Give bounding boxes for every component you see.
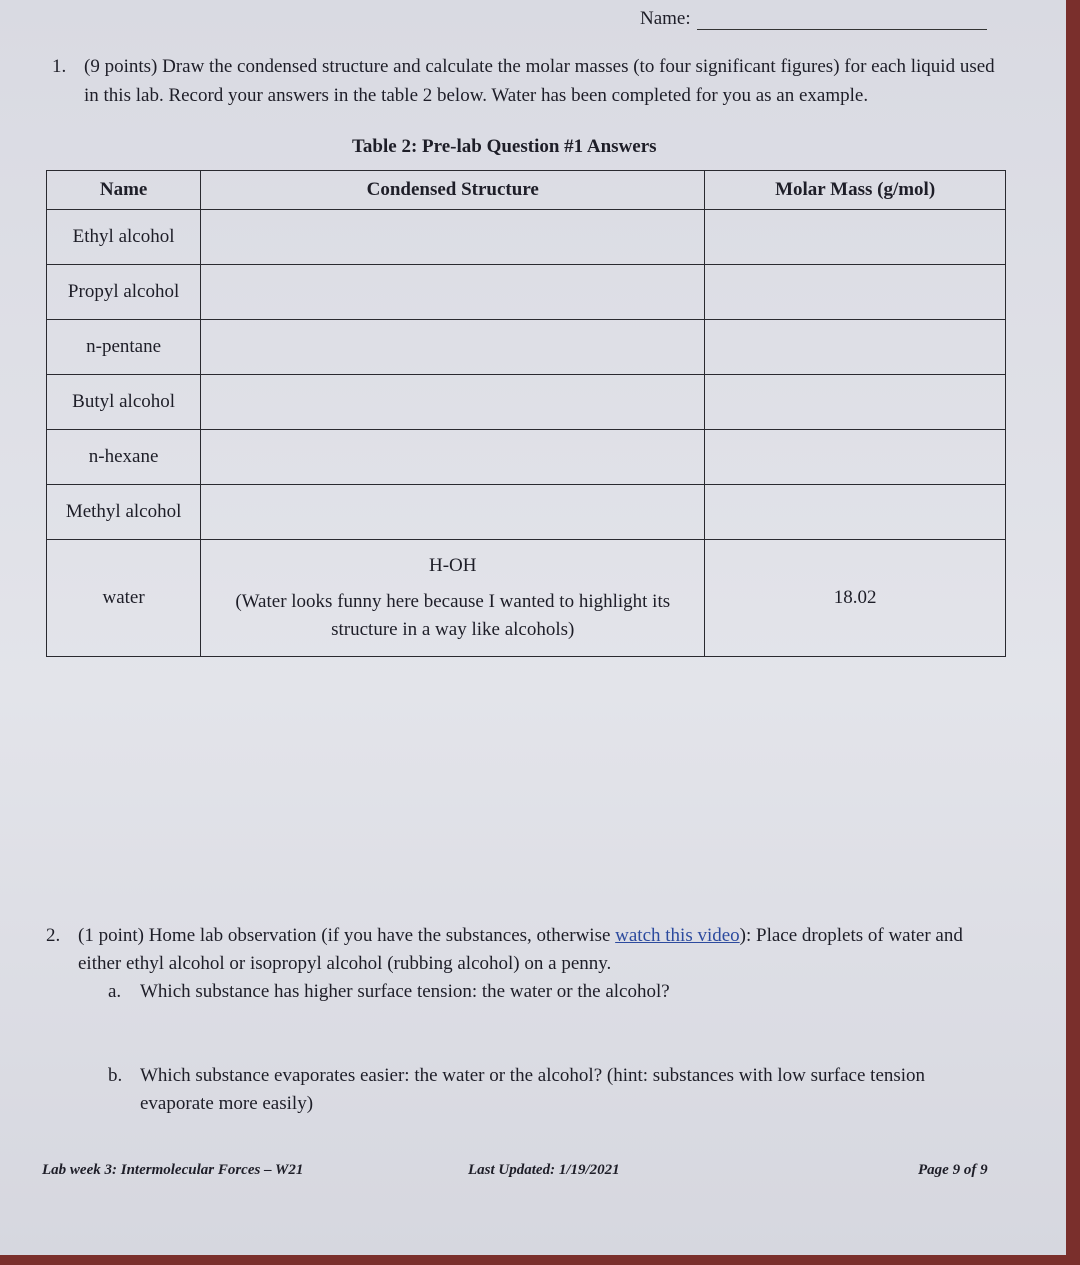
header-condensed-structure: Condensed Structure xyxy=(201,171,705,210)
structure-answer-cell[interactable] xyxy=(201,210,705,265)
structure-answer-cell[interactable] xyxy=(201,485,705,540)
question-2b-label: b. xyxy=(108,1065,123,1086)
name-label: Name: xyxy=(640,8,691,29)
footer-page-number: Page 9 of 9 xyxy=(918,1162,988,1178)
row-name: Ethyl alcohol xyxy=(47,210,201,265)
structure-answer-cell[interactable] xyxy=(201,375,705,430)
footer-lab-title: Lab week 3: Intermolecular Forces – W21 xyxy=(42,1162,304,1178)
table-row xyxy=(47,265,1006,320)
table-caption: Table 2: Pre-lab Question #1 Answers xyxy=(352,136,657,157)
table-row xyxy=(47,320,1006,375)
header-name: Name xyxy=(47,171,201,210)
water-note: (Water looks funny here because I wanted to highlight its structure in a way like alcohols) xyxy=(235,591,671,640)
watch-video-link[interactable]: watch this video xyxy=(615,925,740,946)
answers-table xyxy=(46,170,1006,657)
row-name: n-pentane xyxy=(47,320,201,375)
question-2 xyxy=(46,922,1006,978)
header-molar-mass: Molar Mass (g/mol) xyxy=(705,171,1006,210)
question-2b xyxy=(108,1062,968,1118)
question-2a xyxy=(108,978,988,1006)
table-header-row xyxy=(47,171,1006,210)
structure-answer-cell[interactable] xyxy=(201,320,705,375)
name-field xyxy=(640,8,987,30)
question-2-text-end: ): Place droplets of water and either ethyl alcohol or isopropyl alcohol (rubbing alcohol) on a penny. xyxy=(78,925,963,974)
question-2-number: 2. xyxy=(46,925,61,946)
water-formula: H-OH xyxy=(428,555,477,576)
molar-mass-answer-cell[interactable] xyxy=(705,320,1006,375)
table-row xyxy=(47,210,1006,265)
structure-answer-cell[interactable] xyxy=(201,265,705,320)
question-2-text xyxy=(78,922,1006,978)
molar-mass-answer-cell[interactable] xyxy=(705,210,1006,265)
question-1-number: 1. xyxy=(52,56,67,77)
question-2b-text: Which substance evaporates easier: the water or the alcohol? (hint: substances with low surface tension evaporate more easily) xyxy=(140,1065,926,1114)
question-2a-label: a. xyxy=(108,981,122,1002)
molar-mass-answer-cell[interactable] xyxy=(705,375,1006,430)
row-name: Butyl alcohol xyxy=(47,375,201,430)
question-1-text: (9 points) Draw the condensed structure and calculate the molar masses (to four significant figures) for each liquid used in this lab. Record your answers in the table 2 below. Water has been completed for you as an example. xyxy=(84,56,995,106)
molar-mass-answer-cell[interactable] xyxy=(705,485,1006,540)
table-row xyxy=(47,375,1006,430)
molar-mass-answer-cell[interactable] xyxy=(705,265,1006,320)
row-name: water xyxy=(47,540,201,657)
water-structure-cell xyxy=(201,540,705,657)
row-name: Propyl alcohol xyxy=(47,265,201,320)
question-1 xyxy=(52,52,1012,110)
name-blank-line[interactable] xyxy=(697,13,987,30)
footer-last-updated: Last Updated: 1/19/2021 xyxy=(468,1162,620,1178)
table-row xyxy=(47,485,1006,540)
row-name: n-hexane xyxy=(47,430,201,485)
water-molar-mass: 18.02 xyxy=(705,540,1006,657)
structure-answer-cell[interactable] xyxy=(201,430,705,485)
question-2a-text: Which substance has higher surface tension: the water or the alcohol? xyxy=(140,981,670,1002)
question-2-text-start: (1 point) Home lab observation (if you have the substances, otherwise xyxy=(78,925,616,946)
table-row-water xyxy=(47,540,1006,657)
row-name: Methyl alcohol xyxy=(47,485,201,540)
molar-mass-answer-cell[interactable] xyxy=(705,430,1006,485)
table-row xyxy=(47,430,1006,485)
